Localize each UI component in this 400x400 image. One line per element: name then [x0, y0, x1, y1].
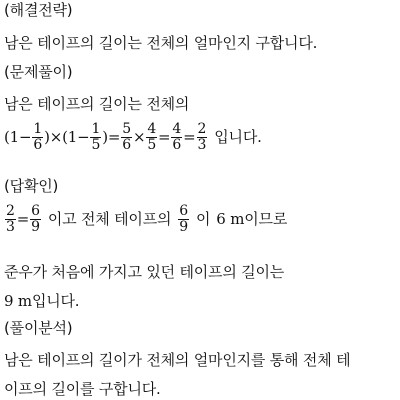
- fraction-6-9-check: $\frac{6}{9}$: [31, 203, 40, 235]
- fraction-6-9-tape: $\frac{6}{9}$: [179, 203, 188, 235]
- problem-text: 남은 테이프의 길이는 전체의: [4, 95, 190, 113]
- fraction-5-6: $\frac{5}{6}$: [122, 121, 131, 153]
- eq-times: ×: [132, 128, 146, 146]
- fraction-4-5: $\frac{4}{5}$: [147, 121, 157, 153]
- fraction-2-3: $\frac{2}{3}$: [197, 121, 207, 153]
- answer-suffix: 입니다.: [31, 292, 80, 310]
- fraction-1-5: $\frac{1}{5}$: [91, 121, 101, 153]
- analysis-text-1: 남은 테이프의 길이가 전체의 얼마인지를 통해 전체 테: [4, 351, 351, 369]
- analysis-heading: (풀이분석): [4, 319, 73, 337]
- solve-heading: (해결전략): [4, 1, 73, 19]
- check-mid-text: 이고 전체 테이프의: [47, 210, 172, 228]
- answer-value: 9 m: [4, 292, 32, 310]
- eq-suffix: 입니다.: [214, 128, 262, 146]
- check-equals: =: [16, 210, 30, 228]
- eq-equals-1: =: [158, 128, 171, 146]
- check-line: [4, 202, 287, 236]
- check-length-value: 6 m: [216, 210, 245, 228]
- analysis-text-2: 이프의 길이를 구합니다.: [4, 380, 161, 398]
- eq-open1: (1−: [4, 128, 32, 146]
- check-text-2: 준우가 처음에 가지고 있던 테이프의 길이는: [4, 263, 285, 281]
- check-ending-c: 이므로: [244, 210, 288, 228]
- equation-line: [4, 120, 262, 154]
- eq-equals-2: =: [183, 128, 196, 146]
- answer-line: [4, 291, 79, 311]
- eq-close1-times-open2: )×(1−: [44, 128, 90, 146]
- fraction-4-6: $\frac{4}{6}$: [172, 121, 182, 153]
- problem-heading: (문제풀이): [4, 63, 73, 81]
- eq-close2-equals: )=: [102, 128, 121, 146]
- solve-text: 남은 테이프의 길이는 전체의 얼마인지 구합니다.: [4, 34, 318, 52]
- fraction-2-3-check: $\frac{2}{3}$: [6, 203, 15, 235]
- fraction-1-6: $\frac{1}{6}$: [33, 121, 43, 153]
- check-ending-a: 이: [196, 210, 211, 228]
- check-heading: (답확인): [4, 177, 59, 195]
